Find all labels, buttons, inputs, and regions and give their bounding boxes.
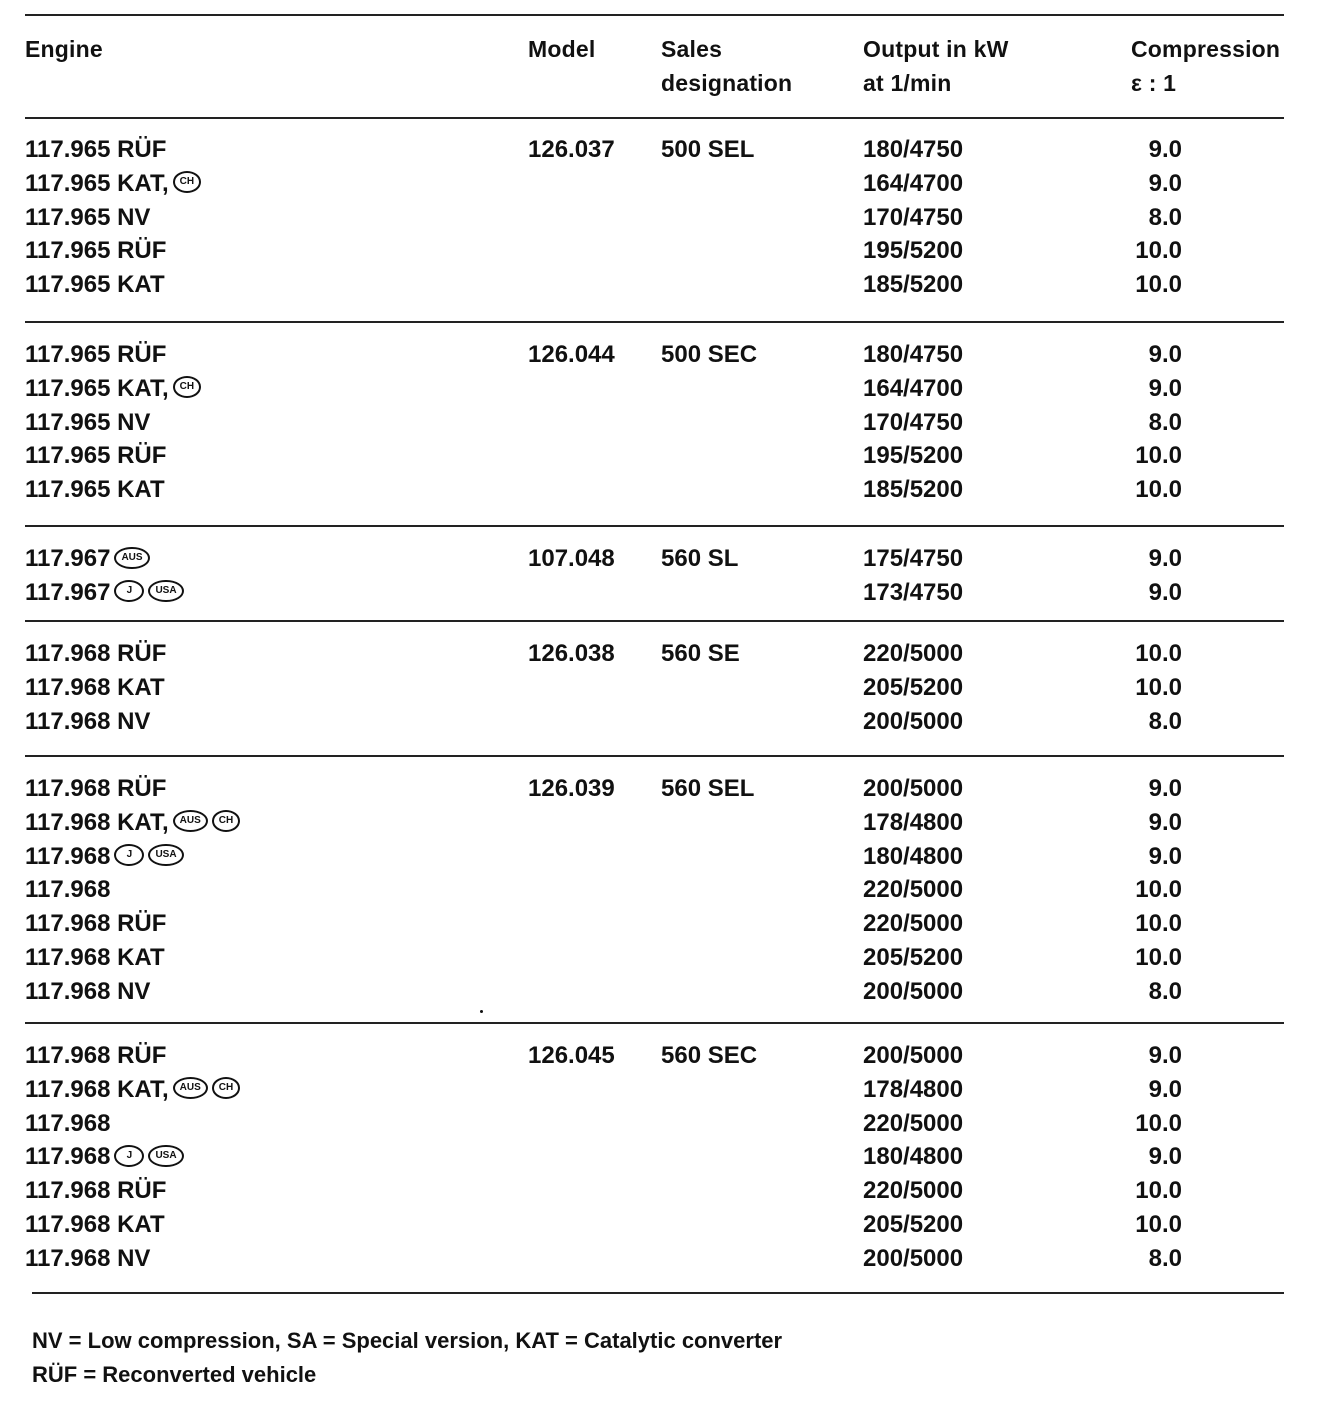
output-cell: 180/4750 <box>863 341 964 368</box>
table-row <box>0 637 1328 671</box>
country-badge-ch: CH <box>173 376 201 398</box>
engine-cell <box>25 201 150 235</box>
engine-cell <box>25 406 150 440</box>
engine-cell <box>25 1140 184 1174</box>
table-row <box>0 671 1328 705</box>
table-row <box>0 268 1328 302</box>
country-badge-aus: AUS <box>114 547 149 569</box>
compression-cell: 9.0 <box>1148 545 1182 572</box>
model-cell: 107.048 <box>528 545 615 572</box>
table-row <box>0 234 1328 268</box>
table-top-rule <box>25 14 1284 16</box>
country-badge-usa: USA <box>148 580 183 602</box>
engine-code: 117.965 RÜF <box>25 136 167 163</box>
table-row <box>0 1140 1328 1174</box>
group-separator-rule <box>25 525 1284 527</box>
engine-code: 117.965 NV <box>25 408 151 436</box>
output-cell: 205/5200 <box>863 944 964 971</box>
output-cell: 170/4750 <box>863 408 964 436</box>
compression-cell: 9.0 <box>1148 1075 1182 1103</box>
output-cell: 220/5000 <box>863 910 964 938</box>
output-cell: 220/5000 <box>863 1177 964 1205</box>
header-output-line2: at 1/min <box>863 70 952 96</box>
engine-cell <box>25 1242 150 1276</box>
engine-code: 117.965 KAT <box>25 476 165 504</box>
country-badge-ch: CH <box>212 1077 240 1099</box>
compression-cell: 9.0 <box>1148 1143 1182 1171</box>
engine-cell <box>25 576 184 610</box>
group-separator-rule <box>25 321 1284 323</box>
header-compression-line2: ε : 1 <box>1131 70 1177 96</box>
header-compression <box>1131 32 1280 100</box>
country-badge-aus: AUS <box>173 1077 208 1099</box>
compression-cell: 10.0 <box>1135 910 1182 938</box>
engine-cell <box>25 637 166 671</box>
compression-cell: 9.0 <box>1148 578 1182 606</box>
header-output <box>863 32 1008 100</box>
output-cell: 164/4700 <box>863 374 964 402</box>
output-cell: 185/5200 <box>863 271 964 299</box>
output-cell: 195/5200 <box>863 442 964 470</box>
output-cell: 200/5000 <box>863 977 964 1005</box>
table-row <box>0 705 1328 739</box>
engine-code: 117.968 KAT <box>25 1211 165 1238</box>
sales-designation-cell: 560 SEC <box>661 1042 758 1069</box>
compression-cell: 10.0 <box>1135 442 1182 470</box>
compression-cell: 9.0 <box>1148 842 1182 870</box>
output-cell: 220/5000 <box>863 876 964 904</box>
table-row <box>0 1107 1328 1141</box>
engine-cell <box>25 671 165 705</box>
engine-cell <box>25 1107 110 1141</box>
engine-code: 117.968 <box>25 1143 111 1171</box>
table-row <box>0 338 1328 372</box>
engine-code: 117.968 RÜF <box>25 910 167 938</box>
output-cell: 170/4750 <box>863 203 964 231</box>
engine-cell <box>25 1208 165 1242</box>
engine-code: 117.965 RÜF <box>25 237 167 265</box>
output-cell: 185/5200 <box>863 476 964 504</box>
engine-cell <box>25 1039 166 1073</box>
group-separator-rule <box>25 755 1284 757</box>
model-cell: 126.044 <box>528 341 615 368</box>
compression-cell: 10.0 <box>1135 1177 1182 1205</box>
engine-cell <box>25 542 150 576</box>
header-model-label: Model <box>528 36 596 62</box>
table-row <box>0 941 1328 975</box>
engine-code: 117.968 RÜF <box>25 1042 167 1069</box>
model-cell: 126.039 <box>528 775 615 802</box>
table-row <box>0 1039 1328 1073</box>
engine-code: 117.968 KAT <box>25 673 165 701</box>
engine-code: 117.968 RÜF <box>25 1177 167 1205</box>
table-row <box>0 372 1328 406</box>
engine-cell <box>25 338 166 372</box>
output-cell: 178/4800 <box>863 1075 964 1103</box>
compression-cell: 9.0 <box>1148 169 1182 197</box>
output-cell: 200/5000 <box>863 1042 964 1069</box>
table-row <box>0 473 1328 507</box>
sales-designation-cell: 500 SEC <box>661 341 758 368</box>
engine-code: 117.965 NV <box>25 203 151 231</box>
compression-cell: 10.0 <box>1135 476 1182 504</box>
output-cell: 220/5000 <box>863 1109 964 1137</box>
country-badge-usa: USA <box>148 1145 183 1167</box>
table-row <box>0 167 1328 201</box>
output-cell: 175/4750 <box>863 545 964 572</box>
footnote-line-1: NV = Low compression, SA = Special version, KAT = Catalytic converter <box>32 1328 783 1353</box>
table-row <box>0 772 1328 806</box>
sales-designation-cell: 560 SEL <box>661 775 755 802</box>
output-cell: 178/4800 <box>863 808 964 836</box>
table-row <box>0 542 1328 576</box>
model-cell: 126.037 <box>528 136 615 163</box>
engine-cell <box>25 167 201 201</box>
table-row <box>0 201 1328 235</box>
table-row <box>0 873 1328 907</box>
engine-code: 117.968 KAT <box>25 944 165 971</box>
engine-cell <box>25 268 165 302</box>
engine-code: 117.968 RÜF <box>25 640 167 667</box>
engine-cell <box>25 705 150 739</box>
compression-cell: 9.0 <box>1148 136 1182 163</box>
engine-code: 117.968 <box>25 842 111 870</box>
table-row <box>0 806 1328 840</box>
output-cell: 205/5200 <box>863 1211 964 1238</box>
header-output-line1: Output in kW <box>863 36 1009 62</box>
compression-cell: 9.0 <box>1148 374 1182 402</box>
output-cell: 164/4700 <box>863 169 964 197</box>
sales-designation-cell: 560 SL <box>661 545 739 572</box>
model-cell: 126.045 <box>528 1042 615 1069</box>
country-badge-j: J <box>114 580 144 602</box>
engine-cell <box>25 1174 166 1208</box>
compression-cell: 10.0 <box>1135 271 1182 299</box>
compression-cell: 8.0 <box>1148 977 1182 1005</box>
engine-cell <box>25 941 165 975</box>
country-badge-ch: CH <box>212 810 240 832</box>
output-cell: 180/4800 <box>863 842 964 870</box>
table-bottom-rule <box>32 1292 1284 1294</box>
table-row <box>0 975 1328 1009</box>
table-row <box>0 576 1328 610</box>
sales-designation-cell: 560 SE <box>661 640 740 667</box>
engine-code: 117.968 KAT, <box>25 808 169 836</box>
compression-cell: 9.0 <box>1148 1042 1182 1069</box>
engine-code: 117.965 RÜF <box>25 341 167 368</box>
country-badge-usa: USA <box>148 844 183 866</box>
table-row <box>0 406 1328 440</box>
engine-cell <box>25 133 166 167</box>
header-engine-label: Engine <box>25 36 103 62</box>
country-badge-ch: CH <box>173 171 201 193</box>
engine-code: 117.967 <box>25 578 111 606</box>
output-cell: 200/5000 <box>863 707 964 735</box>
table-row <box>0 1208 1328 1242</box>
output-cell: 200/5000 <box>863 775 964 802</box>
table-row <box>0 840 1328 874</box>
group-separator-rule <box>25 1022 1284 1024</box>
table-row <box>0 907 1328 941</box>
compression-cell: 8.0 <box>1148 1244 1182 1272</box>
engine-code: 117.968 NV <box>25 707 151 735</box>
header-sales-line1: Sales <box>661 36 723 62</box>
footnote-line-2: RÜF = Reconverted vehicle <box>32 1362 317 1387</box>
compression-cell: 10.0 <box>1135 944 1182 971</box>
engine-code: 117.967 <box>25 545 111 572</box>
group-separator-rule <box>25 620 1284 622</box>
country-badge-j: J <box>114 1145 144 1167</box>
compression-cell: 10.0 <box>1135 673 1182 701</box>
table-row <box>0 1073 1328 1107</box>
engine-cell <box>25 806 240 840</box>
compression-cell: 10.0 <box>1135 1109 1182 1137</box>
engine-code: 117.968 <box>25 1109 111 1137</box>
compression-cell: 8.0 <box>1148 203 1182 231</box>
sales-designation-cell: 500 SEL <box>661 136 755 163</box>
table-row <box>0 1242 1328 1276</box>
output-cell: 220/5000 <box>863 640 964 667</box>
country-badge-j: J <box>114 844 144 866</box>
compression-cell: 9.0 <box>1148 808 1182 836</box>
engine-cell <box>25 1073 240 1107</box>
output-cell: 205/5200 <box>863 673 964 701</box>
engine-cell <box>25 372 201 406</box>
engine-code: 117.968 RÜF <box>25 775 167 802</box>
compression-cell: 10.0 <box>1135 640 1182 667</box>
engine-code: 117.965 KAT, <box>25 169 169 197</box>
engine-code: 117.965 RÜF <box>25 442 167 470</box>
header-rule <box>25 117 1284 119</box>
engine-cell <box>25 907 166 941</box>
compression-cell: 10.0 <box>1135 1211 1182 1238</box>
compression-cell: 10.0 <box>1135 876 1182 904</box>
engine-code: 117.968 NV <box>25 1244 151 1272</box>
footnotes <box>32 1324 782 1392</box>
output-cell: 200/5000 <box>863 1244 964 1272</box>
header-sales <box>661 32 792 100</box>
engine-cell <box>25 473 165 507</box>
engine-cell <box>25 975 150 1009</box>
engine-code: 117.968 NV <box>25 977 151 1005</box>
output-cell: 180/4800 <box>863 1143 964 1171</box>
header-model <box>528 32 595 66</box>
table-row <box>0 439 1328 473</box>
compression-cell: 8.0 <box>1148 408 1182 436</box>
engine-code: 117.968 <box>25 876 111 904</box>
stray-mark <box>480 1010 483 1013</box>
engine-code: 117.968 KAT, <box>25 1075 169 1103</box>
engine-cell <box>25 439 166 473</box>
model-cell: 126.038 <box>528 640 615 667</box>
header-compression-line1: Compression <box>1131 36 1281 62</box>
header-sales-line2: designation <box>661 70 793 96</box>
engine-code: 117.965 KAT <box>25 271 165 299</box>
output-cell: 195/5200 <box>863 237 964 265</box>
compression-cell: 9.0 <box>1148 341 1182 368</box>
header-engine <box>25 32 103 66</box>
table-row <box>0 133 1328 167</box>
output-cell: 173/4750 <box>863 578 964 606</box>
compression-cell: 8.0 <box>1148 707 1182 735</box>
engine-cell <box>25 234 166 268</box>
country-badge-aus: AUS <box>173 810 208 832</box>
engine-cell <box>25 840 184 874</box>
compression-cell: 10.0 <box>1135 237 1182 265</box>
output-cell: 180/4750 <box>863 136 964 163</box>
engine-code: 117.965 KAT, <box>25 374 169 402</box>
engine-cell <box>25 772 166 806</box>
engine-cell <box>25 873 110 907</box>
table-row <box>0 1174 1328 1208</box>
compression-cell: 9.0 <box>1148 775 1182 802</box>
